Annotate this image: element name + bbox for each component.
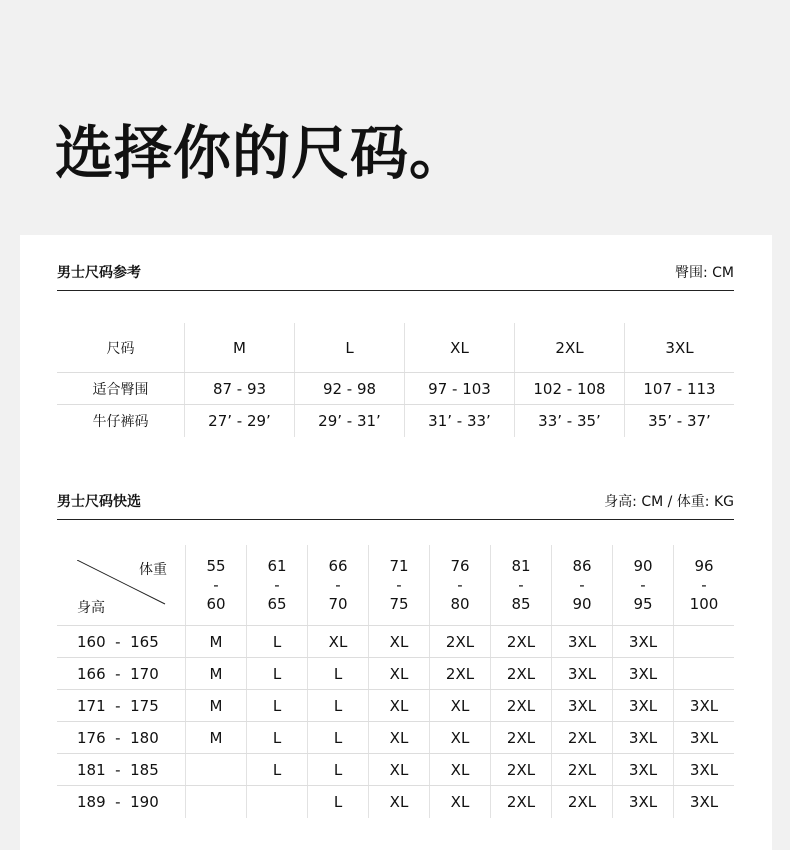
section-header-quick-select — [57, 492, 734, 520]
weight-header — [368, 545, 429, 625]
size-cell: 2XL — [490, 690, 551, 721]
weight-low: 61 — [267, 556, 287, 575]
size-cell — [673, 626, 734, 657]
table-cell: 35’ - 37’ — [624, 405, 734, 437]
size-cell: 2XL — [490, 754, 551, 785]
section-header-size-reference — [57, 263, 734, 291]
section-title: 男士尺码参考 — [57, 265, 141, 281]
weight-low: 96 — [694, 556, 714, 575]
weight-sep: - — [518, 575, 524, 594]
size-cell: 3XL — [612, 626, 673, 657]
size-header: M — [184, 323, 294, 372]
size-cell: XL — [368, 722, 429, 753]
size-cell: 3XL — [551, 690, 612, 721]
size-cell: L — [246, 754, 307, 785]
table-cell: 27’ - 29’ — [184, 405, 294, 437]
size-header: XL — [404, 323, 514, 372]
size-cell: M — [185, 658, 246, 689]
weight-high: 75 — [389, 594, 409, 613]
weight-sep: - — [396, 575, 402, 594]
size-cell: XL — [429, 690, 490, 721]
table-cell: 33’ - 35’ — [514, 405, 624, 437]
weight-low: 71 — [389, 556, 409, 575]
weight-header — [246, 545, 307, 625]
table-row — [57, 786, 734, 818]
size-cell: 3XL — [673, 786, 734, 818]
weight-low: 66 — [328, 556, 348, 575]
weight-low: 86 — [572, 556, 592, 575]
size-cell: L — [246, 658, 307, 689]
height-range: 166 - 170 — [77, 664, 159, 683]
size-cell: XL — [429, 754, 490, 785]
weight-header — [490, 545, 551, 625]
table-cell: 31’ - 33’ — [404, 405, 514, 437]
weight-sep: - — [701, 575, 707, 594]
table-row — [57, 373, 734, 405]
size-cell: 3XL — [673, 754, 734, 785]
size-cell: XL — [368, 754, 429, 785]
size-cell: 2XL — [490, 658, 551, 689]
weight-high: 85 — [511, 594, 531, 613]
size-header: 3XL — [624, 323, 734, 372]
size-cell: L — [246, 690, 307, 721]
size-cell: XL — [368, 658, 429, 689]
size-cell: XL — [368, 786, 429, 818]
size-cell: 2XL — [551, 722, 612, 753]
weight-axis-label: 体重 — [139, 562, 167, 578]
size-cell: L — [307, 658, 368, 689]
table-header-row — [57, 323, 734, 373]
size-cell: M — [185, 690, 246, 721]
size-cell: 3XL — [551, 626, 612, 657]
weight-high: 60 — [206, 594, 226, 613]
size-cell: L — [246, 722, 307, 753]
corner-header — [57, 545, 185, 625]
size-cell: 3XL — [612, 754, 673, 785]
header-label: 尺码 — [106, 340, 135, 357]
size-cell — [673, 658, 734, 689]
quick-select-table — [57, 545, 734, 818]
size-reference-table — [57, 323, 734, 437]
weight-header — [307, 545, 368, 625]
size-cell: 2XL — [429, 626, 490, 657]
height-range: 160 - 165 — [77, 632, 159, 651]
weight-high: 95 — [633, 594, 653, 613]
weight-low: 55 — [206, 556, 226, 575]
table-cell: 29’ - 31’ — [294, 405, 404, 437]
table-row — [57, 626, 734, 658]
size-cell — [185, 754, 246, 785]
size-cell: 2XL — [490, 786, 551, 818]
weight-low: 90 — [633, 556, 653, 575]
size-cell: XL — [368, 690, 429, 721]
weight-sep: - — [579, 575, 585, 594]
size-header: L — [294, 323, 404, 372]
weight-sep: - — [335, 575, 341, 594]
table-row — [57, 722, 734, 754]
table-row — [57, 405, 734, 437]
weight-high: 90 — [572, 594, 592, 613]
size-cell: 3XL — [551, 658, 612, 689]
size-cell: L — [307, 690, 368, 721]
size-header: 2XL — [514, 323, 624, 372]
size-cell: M — [185, 722, 246, 753]
size-cell: 3XL — [673, 722, 734, 753]
size-cell: L — [246, 626, 307, 657]
row-label: 适合臀围 — [92, 381, 149, 398]
size-guide-card — [20, 235, 772, 850]
size-cell: 2XL — [429, 658, 490, 689]
weight-header — [185, 545, 246, 625]
section-title: 男士尺码快选 — [57, 494, 141, 510]
weight-header — [673, 545, 734, 625]
table-row — [57, 658, 734, 690]
size-cell: XL — [429, 722, 490, 753]
size-cell: 3XL — [612, 786, 673, 818]
weight-sep: - — [640, 575, 646, 594]
table-row — [57, 754, 734, 786]
size-cell: 3XL — [612, 722, 673, 753]
weight-sep: - — [213, 575, 219, 594]
table-cell: 87 - 93 — [184, 373, 294, 404]
page-title: 选择你的尺码。 — [55, 119, 469, 187]
size-cell: L — [307, 754, 368, 785]
unit-label: 臀围: CM — [674, 265, 734, 281]
weight-header — [429, 545, 490, 625]
size-cell — [185, 786, 246, 818]
height-axis-label: 身高 — [77, 600, 105, 616]
table-cell: 92 - 98 — [294, 373, 404, 404]
weight-header — [612, 545, 673, 625]
size-cell: M — [185, 626, 246, 657]
size-cell: 2XL — [490, 626, 551, 657]
weight-high: 100 — [689, 594, 719, 613]
size-cell — [246, 786, 307, 818]
weight-low: 76 — [450, 556, 470, 575]
weight-sep: - — [457, 575, 463, 594]
table-cell: 97 - 103 — [404, 373, 514, 404]
size-cell: 3XL — [673, 690, 734, 721]
size-cell: XL — [307, 626, 368, 657]
unit-label: 身高: CM / 体重: KG — [604, 494, 734, 510]
table-cell: 107 - 113 — [624, 373, 734, 404]
size-cell: L — [307, 786, 368, 818]
height-range: 181 - 185 — [77, 760, 159, 779]
weight-high: 65 — [267, 594, 287, 613]
size-cell: L — [307, 722, 368, 753]
size-cell: XL — [368, 626, 429, 657]
size-cell: 3XL — [612, 658, 673, 689]
weight-high: 70 — [328, 594, 348, 613]
size-cell: XL — [429, 786, 490, 818]
size-cell: 2XL — [490, 722, 551, 753]
size-cell: 2XL — [551, 786, 612, 818]
size-cell: 2XL — [551, 754, 612, 785]
size-cell: 3XL — [612, 690, 673, 721]
weight-low: 81 — [511, 556, 531, 575]
height-range: 189 - 190 — [77, 793, 159, 811]
table-header-row — [57, 545, 734, 626]
row-label: 牛仔裤码 — [92, 414, 149, 430]
table-row — [57, 690, 734, 722]
height-range: 171 - 175 — [77, 696, 159, 715]
weight-high: 80 — [450, 594, 470, 613]
height-range: 176 - 180 — [77, 728, 159, 747]
weight-sep: - — [274, 575, 280, 594]
weight-header — [551, 545, 612, 625]
table-cell: 102 - 108 — [514, 373, 624, 404]
